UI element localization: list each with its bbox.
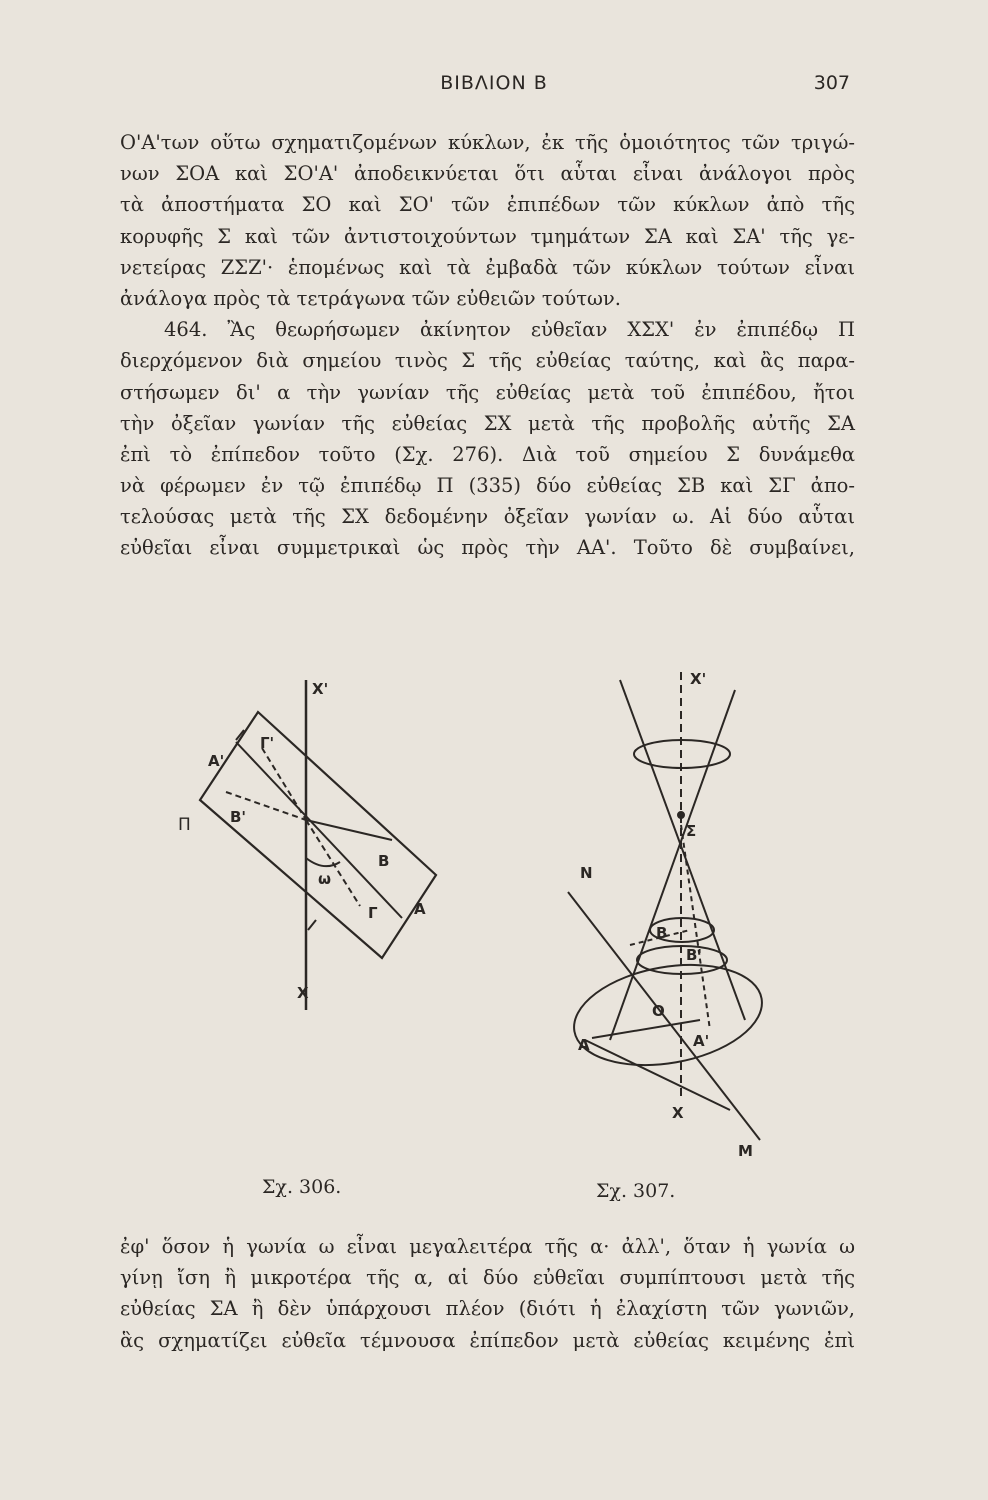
label: Β [378, 852, 390, 870]
label: Π [178, 815, 191, 835]
label: Χ [297, 984, 309, 1002]
bottom-paragraph [120, 1231, 855, 1356]
page-number: 307 [813, 72, 850, 94]
label: Χ' [312, 680, 329, 698]
label: Ν [580, 864, 593, 882]
figure-307-caption: Σχ. 307. [596, 1180, 676, 1202]
label: Χ' [690, 670, 707, 688]
vertex-point [678, 812, 684, 818]
figure-labels [178, 670, 753, 1160]
text-line: εὐθεῖαι εἶναι συμμετρικαὶ ὡς πρὸς τὴν ΑΑ'. Τοῦτο δὲ συμβαίνει, [120, 536, 855, 560]
generator-right [610, 690, 735, 1040]
line-aa-prime [592, 1020, 700, 1038]
section-464-start: 464. Ἂς θεωρήσωμεν ἀκίνητον εὐθεῖαν ΧΣΧ' ἐν ἐπιπέδῳ Π [164, 318, 855, 342]
figure-306-caption: Σχ. 306. [262, 1176, 342, 1198]
text-line: τὴν ὀξεῖαν γωνίαν τῆς εὐθείας ΣΧ μετὰ τῆς προβολῆς αὐτῆς ΣΑ [120, 411, 855, 435]
line-am [585, 1040, 730, 1110]
tick-mark [308, 920, 316, 930]
label: Ο [652, 1002, 665, 1020]
running-head: ΒΙΒΛΙΟΝ Β [440, 72, 548, 94]
label: ω [318, 870, 332, 888]
figure-306 [200, 680, 436, 1010]
text-line: εὐθείας ΣΑ ἢ δὲν ὑπάρχουσι πλέον (διότι ἡ ἐλαχίστη τῶν γωνιῶν, [120, 1297, 855, 1321]
text-line: στήσωμεν δι' α τὴν γωνίαν τῆς εὐθείας μετὰ τοῦ ἐπιπέδου, ἤτοι [120, 380, 855, 404]
text-line: κορυφῆς Σ καὶ τῶν ἀντιστοιχούντων τμημάτων ΣΑ καὶ ΣΑ' τῆς γε- [120, 224, 855, 248]
text-line: ἐπὶ τὸ ἐπίπεδον τοῦτο (Σχ. 276). Διὰ τοῦ σημείου Σ δυνάμεθα [120, 442, 855, 466]
label: Α' [693, 1032, 710, 1050]
figure-307 [566, 672, 770, 1140]
label: Σ [686, 822, 697, 840]
label: Μ [738, 1142, 753, 1160]
label: Χ [672, 1104, 684, 1122]
line-g-prime [262, 748, 306, 820]
text-line: γίνῃ ἴση ἢ μικροτέρα τῆς α, αἱ δύο εὐθεῖαι συμπίπτουσι μετὰ τῆς [120, 1266, 855, 1290]
label: Γ [368, 904, 378, 922]
inner-line [681, 825, 710, 1030]
angle-arc [306, 858, 340, 866]
plane-outline [200, 712, 436, 958]
text-line: Ο'Α'των οὕτω σχηματιζομένων κύκλων, ἐκ τῆς ὁμοιότητος τῶν τριγώ- [120, 131, 855, 154]
text-line: διερχόμενον διὰ σημείου τινὸς Σ τῆς εὐθείας ταύτης, καὶ ἂς παρα- [120, 349, 855, 373]
text-line: τὰ ἀποστήματα ΣΟ καὶ ΣΟ' τῶν ἐπιπέδων τῶν κύκλων ἀπὸ τῆς [120, 193, 855, 217]
label: Β [656, 924, 668, 942]
label: Α [578, 1036, 590, 1054]
text-line: ἀνάλογα πρὸς τὰ τετράγωνα τῶν εὐθειῶν τούτων. [120, 286, 621, 310]
label: Γ' [260, 734, 275, 752]
label: Β' [686, 946, 703, 964]
text-line: ἐφ' ὅσον ἡ γωνία ω εἶναι μεγαλειτέρα τῆς α· ἀλλ', ὅταν ἡ γωνία ω [120, 1235, 855, 1258]
label: Β' [230, 808, 247, 826]
text-line: νων ΣΟΑ καὶ ΣΟ'Α' ἀποδεικνύεται ὅτι αὗται εἶναι ἀνάλογοι πρὸς [120, 162, 855, 186]
label: Α' [208, 752, 225, 770]
text-line: νὰ φέρωμεν ἐν τῷ ἐπιπέδῳ Π (335) δύο εὐθείας ΣΒ καὶ ΣΓ ἀπο- [120, 474, 855, 498]
text-line: νετείρας ΖΣΖ'· ἑπομένως καὶ τὰ ἐμβαδὰ τῶν κύκλων τούτων εἶναι [120, 255, 855, 279]
label: Α [414, 900, 426, 918]
section-ellipse [566, 951, 770, 1079]
text-line: ἃς σχηματίζει εὐθεῖα τέμνουσα ἐπίπεδον μετὰ εὐθείας κειμένης ἐπὶ [120, 1328, 855, 1352]
text-line: τελούσας μετὰ τῆς ΣΧ δεδομένην ὀξεῖαν γωνίαν ω. Αἱ δύο αὗται [120, 505, 855, 529]
